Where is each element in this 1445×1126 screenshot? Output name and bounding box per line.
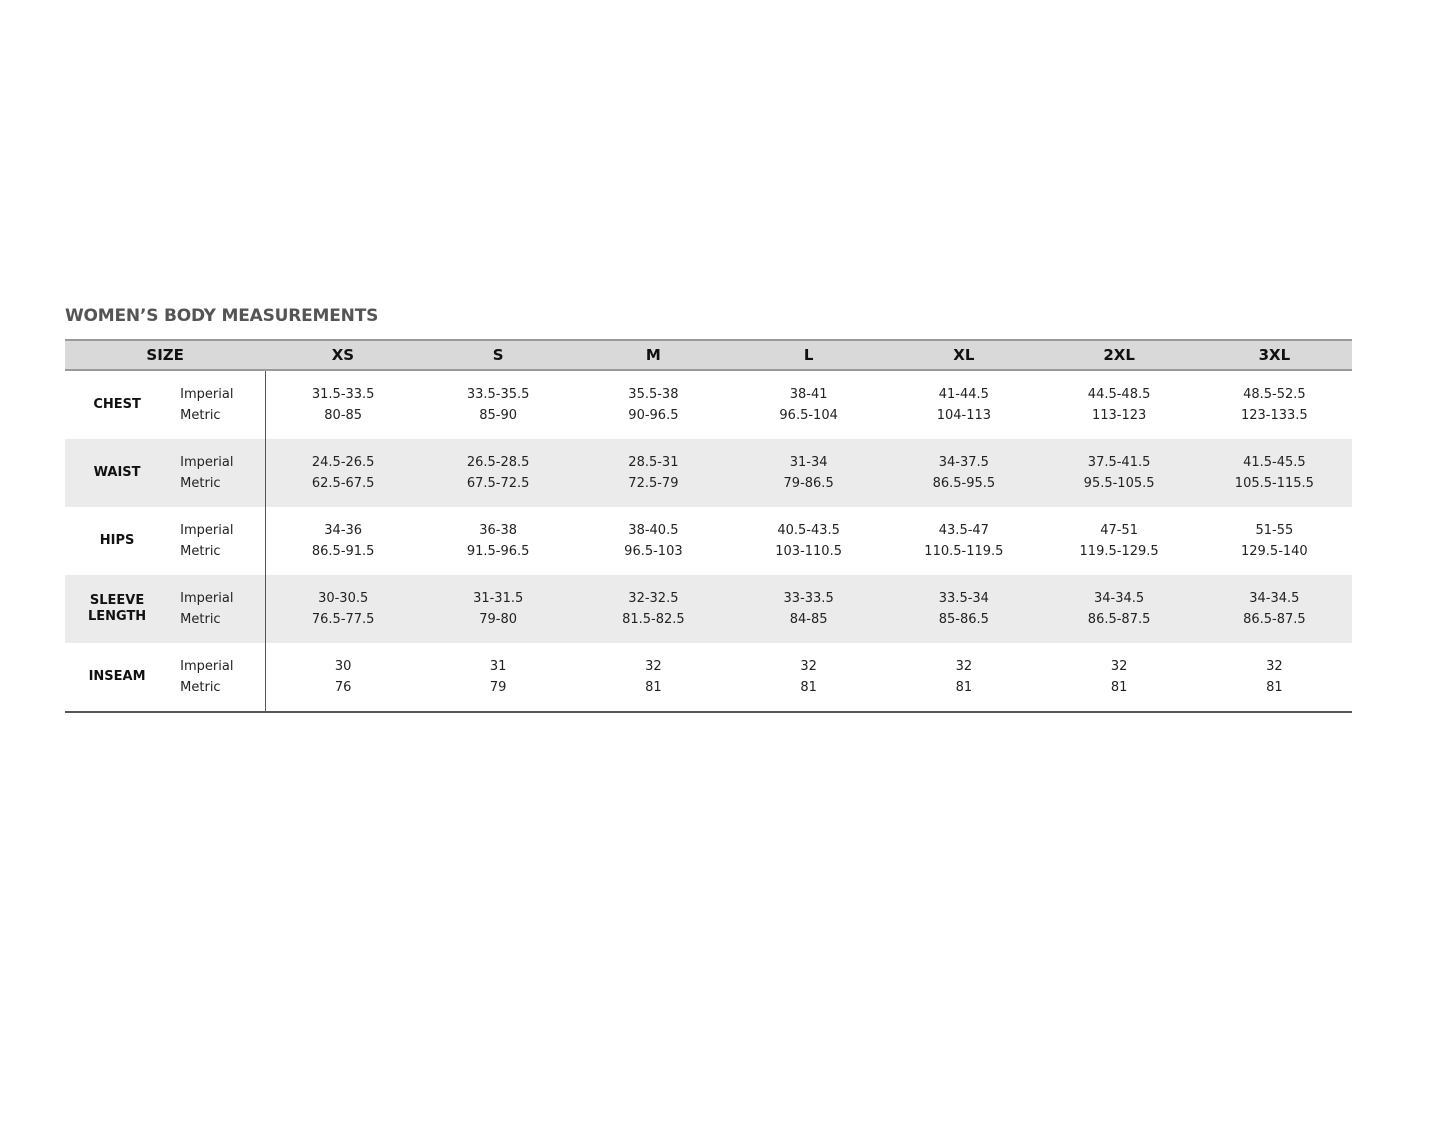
table-header [65, 340, 1352, 370]
imperial-value: 34-34.5 [1249, 591, 1300, 606]
measurement-cell [886, 370, 1041, 439]
measurement-cell [1197, 643, 1352, 712]
metric-value: 81 [645, 680, 662, 695]
metric-value: 86.5-87.5 [1243, 612, 1306, 627]
table-row [65, 507, 1352, 575]
measurement-cell [1197, 507, 1352, 575]
unit-label-metric: Metric [180, 476, 221, 491]
imperial-value: 32-32.5 [628, 591, 679, 606]
measurement-cell [265, 643, 420, 712]
metric-value: 85-90 [479, 408, 518, 423]
size-column-header: L [731, 340, 886, 370]
size-column-header: XS [265, 340, 420, 370]
unit-label-metric: Metric [180, 408, 221, 423]
metric-value: 103-110.5 [775, 544, 842, 559]
measurement-cell [576, 507, 731, 575]
unit-label-imperial: Imperial [180, 455, 234, 470]
imperial-value: 33.5-34 [938, 591, 989, 606]
chart-title: WOMEN’S BODY MEASUREMENTS [65, 306, 379, 326]
metric-value: 110.5-119.5 [924, 544, 1004, 559]
metric-value: 62.5-67.5 [311, 476, 375, 491]
metric-value: 113-123 [1091, 408, 1147, 423]
metric-value: 95.5-105.5 [1083, 476, 1155, 491]
unit-label-metric: Metric [180, 680, 221, 695]
imperial-value: 31-34 [789, 455, 828, 470]
imperial-value: 51-55 [1255, 523, 1294, 538]
measurement-cell [576, 439, 731, 507]
imperial-value: 38-40.5 [628, 523, 679, 538]
measurement-name [65, 370, 169, 439]
imperial-value: 32 [1266, 659, 1283, 674]
imperial-value: 48.5-52.5 [1243, 387, 1306, 402]
unit-labels [169, 575, 265, 643]
unit-label-imperial: Imperial [180, 523, 234, 538]
measurement-name-line: INSEAM [88, 669, 146, 684]
unit-labels [169, 507, 265, 575]
metric-value: 123-133.5 [1240, 408, 1308, 423]
imperial-value: 34-34.5 [1094, 591, 1145, 606]
table-row [65, 370, 1352, 439]
size-column-header: XL [886, 340, 1041, 370]
imperial-value: 32 [645, 659, 662, 674]
unit-labels [169, 643, 265, 712]
imperial-value: 33-33.5 [783, 591, 834, 606]
imperial-value: 41-44.5 [938, 387, 989, 402]
measurement-cell [731, 643, 886, 712]
measurement-cell [265, 439, 420, 507]
imperial-value: 32 [955, 659, 973, 674]
measurement-name [65, 575, 169, 643]
metric-value: 81 [1266, 680, 1283, 695]
metric-value: 86.5-91.5 [311, 544, 375, 559]
imperial-value: 24.5-26.5 [311, 455, 375, 470]
table-row [65, 575, 1352, 643]
measurement-cell [731, 370, 886, 439]
measurement-cell [886, 507, 1041, 575]
imperial-value: 37.5-41.5 [1087, 455, 1151, 470]
metric-value: 79 [489, 680, 507, 695]
metric-value: 119.5-129.5 [1079, 544, 1159, 559]
measurement-cell [731, 439, 886, 507]
measurement-cell [731, 507, 886, 575]
measurement-name-line: LENGTH [87, 609, 147, 624]
measurement-name [65, 439, 169, 507]
measurement-cell [1041, 575, 1196, 643]
header-row [65, 340, 1352, 370]
unit-label-imperial: Imperial [180, 659, 234, 674]
measurement-cell [421, 507, 576, 575]
measurement-cell [886, 643, 1041, 712]
size-column-header: 3XL [1197, 340, 1352, 370]
metric-value: 105.5-115.5 [1234, 476, 1314, 491]
measurement-cell [886, 439, 1041, 507]
size-header: SIZE [65, 340, 265, 370]
imperial-value: 30 [334, 659, 352, 674]
unit-label-imperial: Imperial [180, 387, 234, 402]
size-column-header: 2XL [1041, 340, 1196, 370]
imperial-value: 32 [800, 659, 817, 674]
imperial-value: 47-51 [1100, 523, 1138, 538]
metric-value: 79-80 [479, 612, 518, 627]
imperial-value: 30-30.5 [318, 591, 369, 606]
measurement-cell [421, 643, 576, 712]
metric-value: 76.5-77.5 [311, 612, 375, 627]
imperial-value: 31.5-33.5 [311, 387, 375, 402]
measurement-cell [576, 643, 731, 712]
metric-value: 84-85 [789, 612, 828, 627]
measurement-name [65, 507, 169, 575]
measurement-cell [421, 439, 576, 507]
measurement-cell [576, 575, 731, 643]
imperial-value: 34-36 [324, 523, 363, 538]
unit-label-metric: Metric [180, 544, 221, 559]
metric-value: 81 [955, 680, 973, 695]
measurement-cell [265, 575, 420, 643]
size-column-header: S [421, 340, 576, 370]
measurement-cell [1197, 575, 1352, 643]
metric-value: 86.5-87.5 [1087, 612, 1151, 627]
imperial-value: 35.5-38 [628, 387, 679, 402]
metric-value: 129.5-140 [1240, 544, 1308, 559]
measurement-cell [1041, 439, 1196, 507]
imperial-value: 40.5-43.5 [777, 523, 840, 538]
imperial-value: 31-31.5 [473, 591, 524, 606]
measurement-cell [1197, 439, 1352, 507]
measurement-name [65, 643, 169, 712]
metric-value: 86.5-95.5 [932, 476, 996, 491]
imperial-value: 44.5-48.5 [1087, 387, 1151, 402]
measurement-name-line: SLEEVE [89, 593, 145, 608]
size-chart-table [65, 339, 1352, 713]
measurement-cell [731, 575, 886, 643]
metric-value: 76 [334, 680, 352, 695]
measurement-cell [1041, 507, 1196, 575]
metric-value: 91.5-96.5 [466, 544, 530, 559]
unit-labels [169, 439, 265, 507]
imperial-value: 38-41 [789, 387, 828, 402]
metric-value: 80-85 [324, 408, 363, 423]
imperial-value: 43.5-47 [938, 523, 989, 538]
imperial-value: 33.5-35.5 [466, 387, 530, 402]
metric-value: 96.5-104 [779, 408, 838, 423]
measurement-name-line: HIPS [99, 533, 135, 548]
size-column-header: M [576, 340, 731, 370]
metric-value: 96.5-103 [624, 544, 683, 559]
metric-value: 67.5-72.5 [466, 476, 530, 491]
metric-value: 81.5-82.5 [622, 612, 685, 627]
measurement-name-line: CHEST [93, 397, 141, 412]
measurement-cell [1041, 643, 1196, 712]
measurement-cell [265, 507, 420, 575]
unit-labels [169, 370, 265, 439]
measurement-cell [1041, 370, 1196, 439]
table-row [65, 643, 1352, 712]
unit-label-imperial: Imperial [180, 591, 234, 606]
metric-value: 104-113 [936, 408, 992, 423]
imperial-value: 28.5-31 [628, 455, 679, 470]
metric-value: 85-86.5 [938, 612, 989, 627]
metric-value: 81 [800, 680, 817, 695]
metric-value: 72.5-79 [628, 476, 679, 491]
measurement-cell [576, 370, 731, 439]
imperial-value: 31 [489, 659, 507, 674]
table-row [65, 439, 1352, 507]
table-body [65, 370, 1352, 712]
measurement-cell [421, 575, 576, 643]
imperial-value: 34-37.5 [938, 455, 989, 470]
measurement-cell [1197, 370, 1352, 439]
measurement-cell [265, 370, 420, 439]
metric-value: 90-96.5 [628, 408, 679, 423]
metric-value: 81 [1110, 680, 1128, 695]
imperial-value: 26.5-28.5 [466, 455, 530, 470]
unit-label-metric: Metric [180, 612, 221, 627]
imperial-value: 41.5-45.5 [1243, 455, 1306, 470]
metric-value: 79-86.5 [783, 476, 834, 491]
measurement-name-line: WAIST [93, 465, 141, 480]
measurement-cell [421, 370, 576, 439]
imperial-value: 32 [1110, 659, 1128, 674]
imperial-value: 36-38 [479, 523, 518, 538]
measurement-cell [886, 575, 1041, 643]
